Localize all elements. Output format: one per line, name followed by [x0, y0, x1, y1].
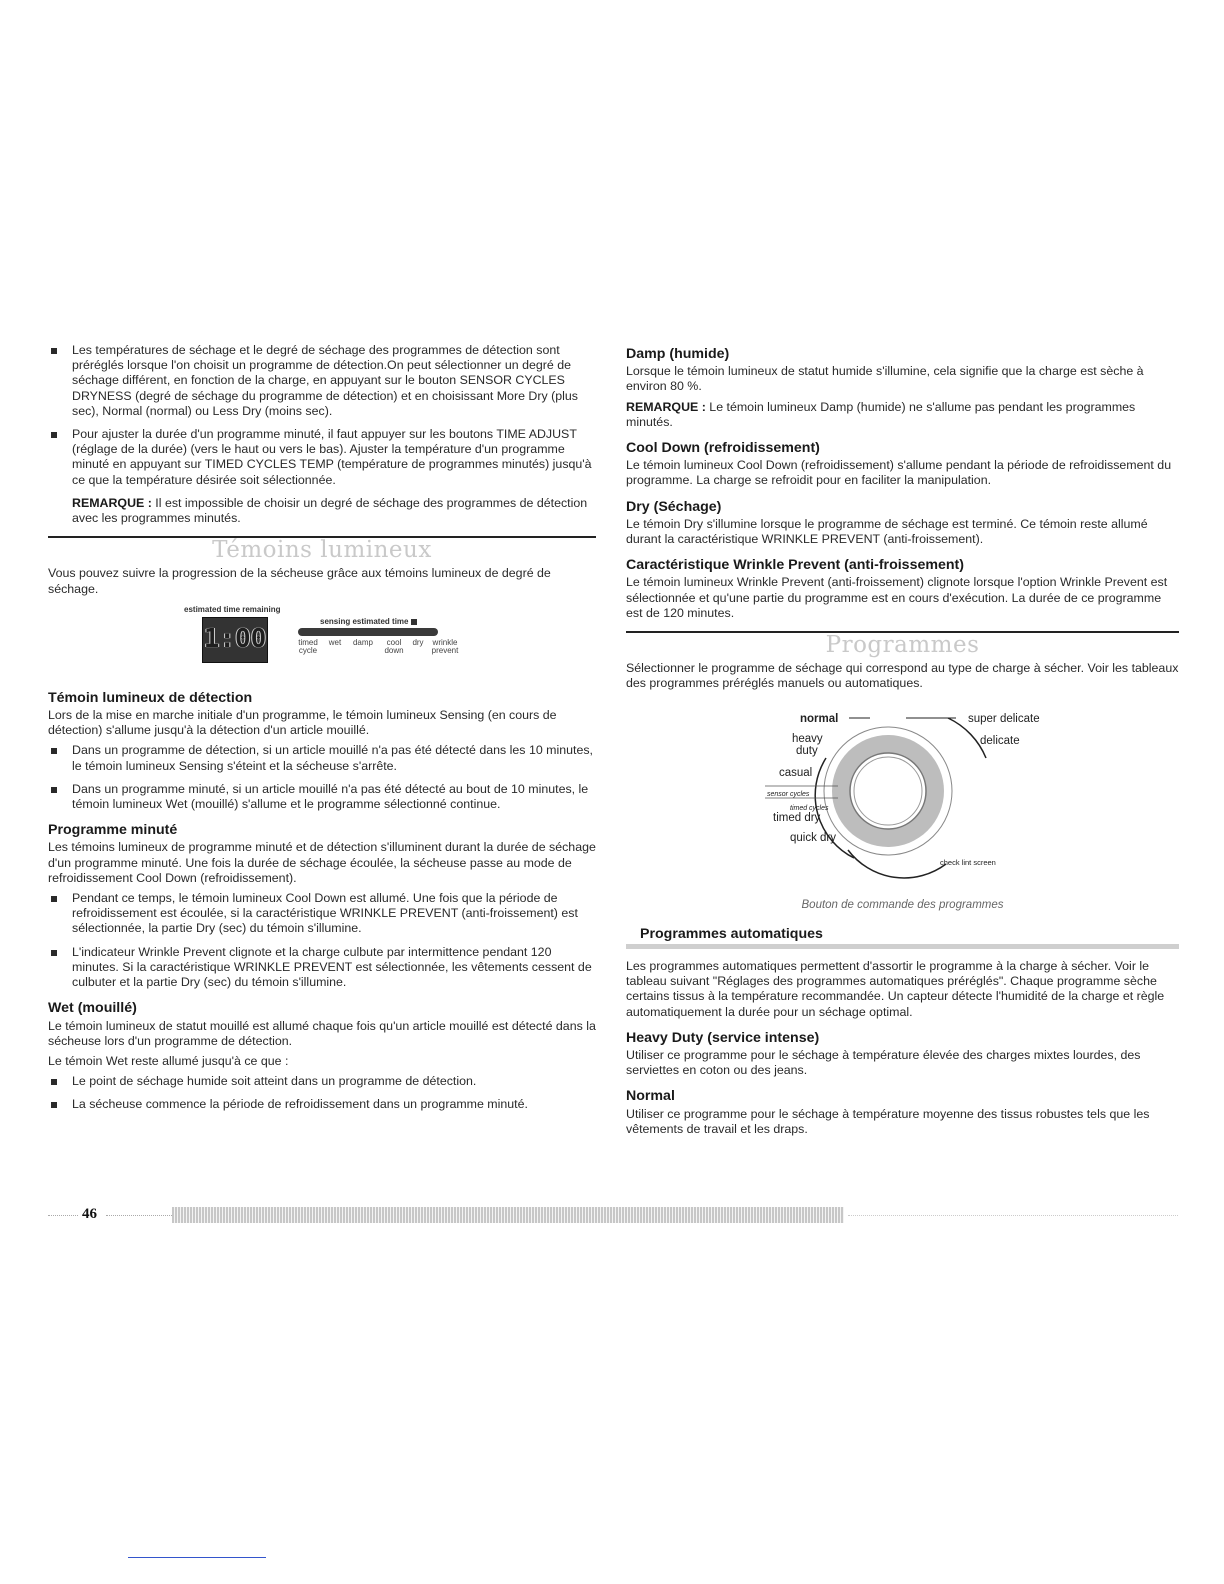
time-display [202, 617, 268, 663]
heading-cool-down: Cool Down (refroidissement) [626, 440, 820, 457]
section-intro: Vous pouvez suivre la progression de la sécheuse grâce aux témoins lumineux de degré de séchage. [48, 566, 551, 596]
status-label-top: dry [412, 637, 424, 647]
dial-label-heavy: heavy [792, 732, 823, 745]
dial-label-normal: normal [800, 712, 839, 725]
status-label-bottom: cycle [298, 645, 318, 655]
status-label-top: wrinkle [432, 637, 458, 647]
footer-dots [848, 1215, 1178, 1216]
indicator-panel [48, 602, 596, 680]
sensing-label-text: sensing estimated time [320, 616, 409, 626]
dial-label-timed-dry: timed dry [773, 811, 821, 824]
heavy-text: Utiliser ce programme pour le séchage à température élevée des charges mixtes lourdes, des serviettes en coton ou des jeans. [626, 1048, 1141, 1078]
dial-caption: Bouton de commande des programmes [801, 898, 1004, 911]
remarque-label: REMARQUE : [626, 399, 706, 414]
status-damp [350, 639, 376, 647]
dial-knob-inner [854, 757, 922, 825]
damp-remarque [626, 400, 1179, 430]
status-wrinkle-prevent [428, 639, 462, 655]
list-item: Dans un programme de détection, si un article mouillé n'a pas été détecté dans les 10 minutes, le témoin lumineux Sensing s'éteint et la sécheuse s'arrête. [48, 743, 596, 773]
remarque-text: Le témoin lumineux Damp (humide) ne s'allume pas pendant les programmes minutés. [626, 399, 1136, 429]
heading-normal: Normal [626, 1088, 675, 1105]
dial-label-quick-dry: quick dry [790, 831, 837, 844]
status-label-bottom: prevent [431, 645, 459, 655]
dial-label-delicate: delicate [980, 734, 1020, 747]
intro-bullet-list [48, 343, 596, 488]
normal-text: Utiliser ce programme pour le séchage à température moyenne des tissus robustes tels que les vêtements de travail et les draps. [626, 1106, 1150, 1136]
left-column [48, 343, 596, 1121]
dial-label-check-lint: check lint screen [940, 857, 996, 867]
page-number: 46 [82, 1206, 97, 1222]
status-cool-down [382, 639, 406, 655]
heading-heavy-duty: Heavy Duty (service intense) [626, 1029, 820, 1046]
dry-text: Le témoin Dry s'illumine lorsque le programme de séchage est terminé. Ce témoin reste allumé durant la caractéristique WRINKLE PREVENT (anti-froissement). [626, 516, 1148, 547]
status-timed-cycle [296, 639, 320, 655]
cycle-dial-figure [626, 698, 1179, 898]
wet-text-1: Le témoin lumineux de statut mouillé est allumé chaque fois qu'un article mouillé est détecté dans la sécheuse lors d'un programme de détection. [48, 1018, 596, 1048]
time-display-value: 1:00 [203, 624, 267, 655]
minute-bullet-list [48, 891, 596, 990]
list-item: Les températures de séchage et le degré de séchage des programmes de détection sont préréglés lorsque l'on choisit un programme de détection.On peut sélectionner un degré de séchage différent, en fonction de la charge, en appuyant sur le bouton SENSOR CYCLES DRYNESS (degré de séchage du programme de détection) et en choisissant More Dry (plus sec), Normal (normal) ou Less Dry (moins sec). [48, 343, 596, 419]
cool-text: Le témoin lumineux Cool Down (refroidissement) s'allume pendant la période de refroidissement du programme. La charge se refroidit pour en faciliter la manipulation. [626, 458, 1172, 488]
dial-label-duty: duty [796, 744, 818, 757]
footer-dots [48, 1215, 78, 1216]
auto-text: Les programmes automatiques permettent d'assortir le programme à la charge à sécher. Voir le tableau suivant "Réglages des programmes automatiques préréglés". Chaque programme sèche certains tissus à la température recommandée. Un capteur détecte l'humidité de la charge et règle automatiquement la durée pour un séchage optimal. [626, 959, 1165, 1019]
minute-text: Les témoins lumineux de programme minuté et de détection s'illuminent durant la durée de séchage d'un programme minuté. Une fois la durée de séchage écoulée, la sécheuse passe au mode de refroidissement Cool Down (refroidissement). [48, 840, 596, 885]
wet-bullet-list [48, 1074, 596, 1112]
status-label-top: wet [328, 637, 342, 647]
heading-damp: Damp (humide) [626, 346, 730, 362]
dial-label-super-delicate: super delicate [968, 712, 1040, 725]
heading-detection: Témoin lumineux de détection [48, 689, 253, 706]
etr-label: estimated time remaining [184, 604, 281, 614]
banner-programmes-automatiques: Programmes automatiques [626, 927, 1179, 949]
list-item: Dans un programme minuté, si un article mouillé n'a pas été détecté au bout de 10 minutes, le témoin lumineux Wet (mouillé) s'allume et le programme sélectionné continue. [48, 782, 596, 812]
detection-text: Lors de la mise en marche initiale d'un programme, le témoin lumineux Sensing (en cours de détection) s'allume jusqu'à la détection d'un article mouillé. [48, 708, 557, 738]
wrinkle-text: Le témoin lumineux Wrinkle Prevent (anti-froissement) clignote lorsque l'option Wrinkle Prevent est sélectionnée et qu'une partie du programme est en cours d'exécution. La durée de ce programme est de 120 minutes. [626, 575, 1168, 620]
section-title-temoins: Témoins lumineux [212, 537, 432, 564]
heading-wet: Wet (mouillé) [48, 1000, 137, 1017]
page-footer [48, 1206, 1178, 1226]
remarque-text: Il est impossible de choisir un degré de séchage des programmes de détection avec les programmes minutés. [72, 495, 588, 526]
remarque-label: REMARQUE : [72, 495, 152, 510]
list-item: Le point de séchage humide soit atteint dans un programme de détection. [48, 1074, 596, 1089]
heading-dry: Dry (Séchage) [626, 498, 722, 515]
status-label-top: damp [352, 637, 373, 647]
footer-dots [106, 1215, 172, 1216]
heading-programme-minute: Programme minuté [48, 822, 178, 839]
bottom-link-line [128, 1557, 266, 1558]
section-title-programmes: Programmes [825, 632, 980, 659]
dial-label-sensor-cycles: sensor cycles [767, 790, 810, 798]
status-light-bar [298, 628, 438, 636]
sensing-indicator-icon [411, 619, 417, 625]
remarque-paragraph [48, 496, 596, 526]
status-label-top: timed [298, 637, 318, 647]
footer-decorative-bar [172, 1207, 844, 1223]
detection-bullet-list [48, 743, 596, 812]
list-item: L'indicateur Wrinkle Prevent clignote et la charge culbute par intermittence pendant 120 minutes. Si la caractéristique WRINKLE PREVENT est sélectionnée, les vêtements cessent de culbuter et la partie Dry (sec) du témoin s'illumine. [48, 945, 596, 991]
list-item: Pour ajuster la durée d'un programme minuté, il faut appuyer sur les boutons TIME ADJUST (réglage de la durée) (vers le haut ou vers le bas). Ajuster la température d'un programme minuté en appuyant sur TIMED CYCLES TEMP (température de programmes minutés) jusqu'à ce que la température désirée soit sélectionnée. [48, 427, 596, 488]
dial-label-timed-cycles: timed cycles [790, 804, 829, 812]
status-label-top: cool [386, 637, 402, 647]
list-item: La sécheuse commence la période de refroidissement dans un programme minuté. [48, 1097, 596, 1112]
dial-label-casual: casual [779, 766, 813, 779]
right-column [626, 343, 1179, 1142]
status-dry [410, 639, 426, 647]
wet-text-2: Le témoin Wet reste allumé jusqu'à ce que : [48, 1053, 289, 1068]
sensing-label [320, 614, 417, 629]
cycle-dial-icon [626, 698, 1179, 898]
damp-text: Lorsque le témoin lumineux de statut humide s'illumine, cela signifie que la charge est sèche à environ 80 %. [626, 364, 1144, 394]
list-item: Pendant ce temps, le témoin lumineux Cool Down est allumé. Une fois que la période de refroidissement est écoulée, si la caractéristique WRINKLE PREVENT (anti-froissement) est sélectionnée, la partie Dry (sec) du témoin s'illumine. [48, 891, 596, 937]
programmes-intro: Sélectionner le programme de séchage qui correspond au type de charge à sécher. Voir les tableaux des programmes préréglés manuels ou automatiques. [626, 661, 1179, 691]
status-label-bottom: down [384, 645, 404, 655]
status-wet [324, 639, 346, 647]
heading-wrinkle-prevent: Caractéristique Wrinkle Prevent (anti-froissement) [626, 557, 964, 574]
